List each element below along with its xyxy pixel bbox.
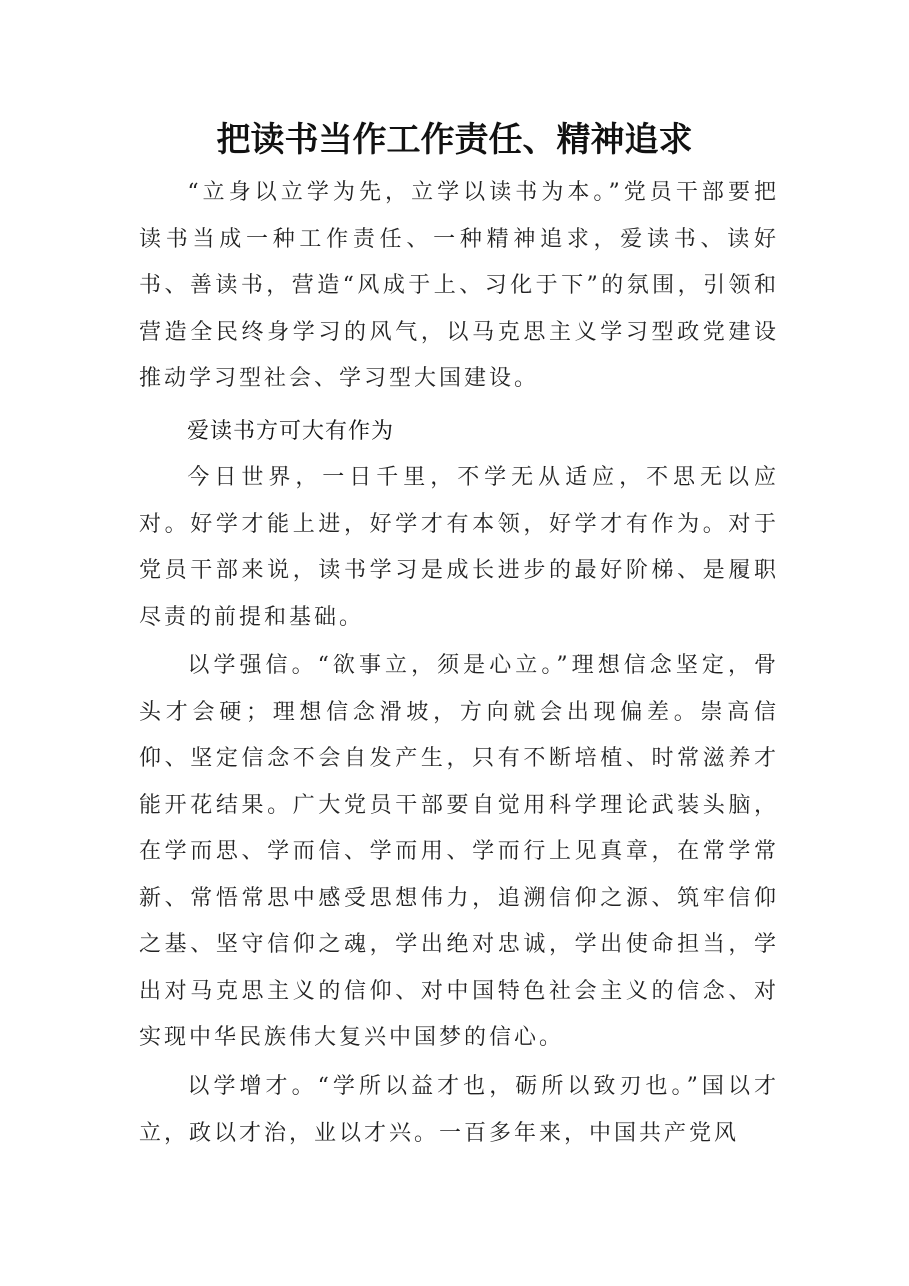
paragraph-block-3 [139, 643, 779, 1062]
intro-paragraph-block [139, 170, 779, 403]
paragraph-3: 以学强信。“欲事立，须是心立。”理想信念坚定，骨头才会硬；理想信念滑坡，方向就会出现偏差。崇高信仰、坚定信念不会自发产生，只有不断培植、时常滋养才能开花结果。广大党员干部要自觉用科学理论武装头脑，在学而思、学而信、学而用、学而行上见真章，在常学常新、常悟常思中感受思想伟力，追溯信仰之源、筑牢信仰之基、坚守信仰之魂，学出绝对忠诚，学出使命担当，学出对马克思主义的信仰、对中国特色社会主义的信念、对实现中华民族伟大复兴中国梦的信心。 [139, 653, 779, 1050]
paragraph-block-2 [139, 455, 779, 641]
paragraph-block-4 [139, 1064, 779, 1157]
intro-paragraph: “立身以立学为先，立学以读书为本。”党员干部要把读书当成一种工作责任、一种精神追求，爱读书、读好书、善读书，营造“风成于上、习化于下”的氛围，引领和营造全民终身学习的风气，以马克思主义学习型政党建设推动学习型社会、学习型大国建设。 [139, 180, 779, 391]
paragraph-4: 以学增才。“学所以益才也，砺所以致刃也。”国以才立，政以才治，业以才兴。一百多年来，中国共产党风 [139, 1074, 779, 1146]
section-heading: 爱读书方可大有作为 [187, 419, 395, 444]
document-title: 把读书当作工作责任、精神追求 [216, 120, 693, 160]
paragraph-2: 今日世界，一日千里，不学无从适应，不思无以应对。好学才能上进，好学才有本领，好学才有作为。对于党员干部来说，读书学习是成长进步的最好阶梯、是履职尽责的前提和基础。 [139, 465, 779, 630]
